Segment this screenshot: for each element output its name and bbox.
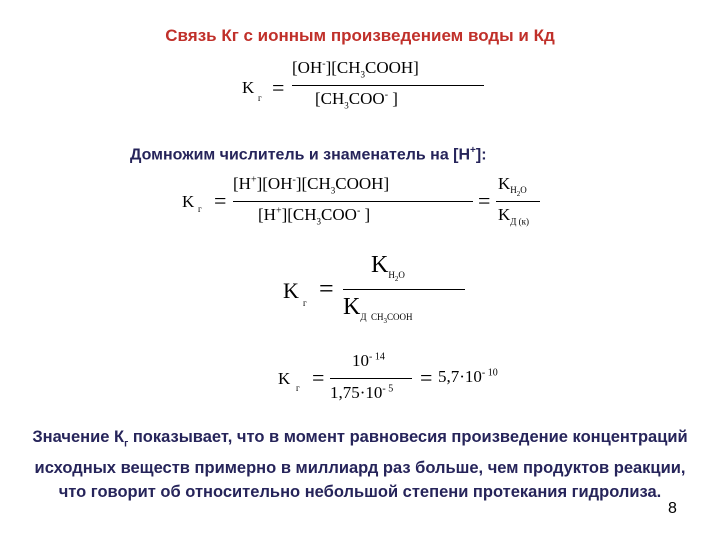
formula2-lhs-sub: г [198, 204, 202, 214]
formula4-equals: = [312, 365, 325, 390]
formula4-numerator: $10^{- 14}$ [352, 351, 385, 370]
formula4-equals-2: = [420, 365, 433, 390]
formula3-equals: = [319, 274, 334, 303]
formula1-lhs-sub: г [258, 93, 262, 103]
subtitle-multiply: Домножим числитель и знаменатель на [H+]: [130, 145, 487, 164]
formula-kg-kw-kd [178, 168, 558, 238]
formula2-equals-2: = [478, 188, 491, 213]
formula3-fraction-bar [343, 289, 465, 290]
formula1-equals: = [272, 75, 285, 100]
formula-kg-value [270, 345, 530, 415]
explanation-paragraph: Значение $К_г$ показывает, что в момент равновесия произведение концентраций исходных веществ примерно в миллиард раз больше, чем продуктов реакции, что говорит об относительно небольшой степени протекания гидролиза. [32, 428, 688, 502]
formula1-fraction-bar [292, 85, 484, 86]
formula4-fraction-bar [330, 378, 412, 379]
formula1-numerator: $[OH^-][CH_3COOH]$ [292, 58, 419, 80]
formula2-denominator: $[H^+][CH_3COO^-$ ] [258, 205, 371, 227]
formula3-lhs: K [283, 278, 299, 303]
formula2-kw: $K_{H_2O}$ [498, 174, 527, 199]
page-number: 8 [668, 500, 677, 517]
formula4-result: $5,7\cdot 10^{- 10}$ [438, 367, 498, 386]
formula-kg-definition [230, 55, 500, 115]
formula2-lhs: K [182, 192, 195, 211]
formula2-right-fraction-bar [496, 201, 540, 202]
formula2-fraction-bar [233, 201, 473, 202]
formula2-equals: = [214, 188, 227, 213]
formula2-numerator: $[H^+][OH^-][CH_3COOH]$ [233, 174, 390, 196]
formula3-numerator: $K_{H_2O}$ [371, 252, 405, 283]
formula4-lhs: K [278, 369, 291, 388]
formula2-kd: $K_{Д (к)}$ [498, 205, 530, 227]
formula4-lhs-sub: г [296, 383, 300, 393]
formula4-denominator: $1,75\cdot 10^{- 5}$ [330, 383, 394, 402]
slide-title: Связь Кг с ионным произведением воды и Кд [165, 26, 555, 45]
formula3-lhs-sub: г [303, 298, 307, 308]
formula1-lhs: K [242, 78, 255, 97]
formula1-denominator: [$CH_3COO^-$ ] [315, 89, 398, 111]
formula-kg-ratio [275, 250, 475, 330]
formula3-denominator: $K_{Д CH_3COOH}$ [343, 294, 413, 325]
